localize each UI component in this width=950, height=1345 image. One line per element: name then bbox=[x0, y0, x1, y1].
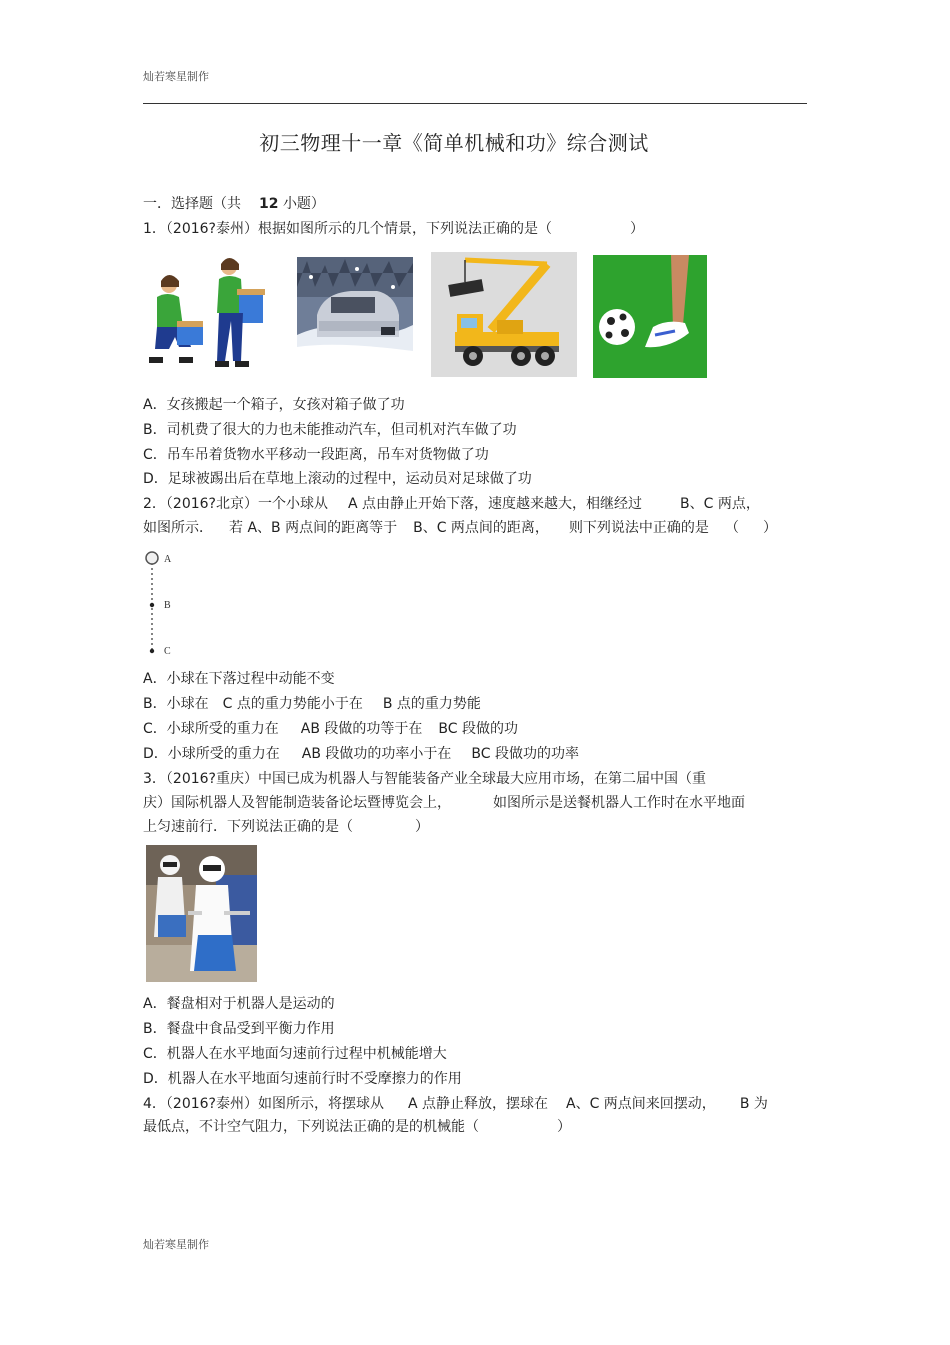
section-count: 12 bbox=[259, 196, 279, 212]
question-1-close: ） bbox=[629, 221, 644, 237]
q4-text: ） bbox=[557, 1119, 571, 1135]
question-3-line-1: 3．（2016?重庆）中国已成为机器人与智能装备产业全球最大应用市场，在第二届中国（重 bbox=[143, 771, 706, 787]
question-1-text: 1．（2016?泰州）根据如图所示的几个情景，下列说法正确的是（ bbox=[143, 221, 552, 237]
question-3-line-2 bbox=[143, 794, 745, 812]
q2-option-text: BC 段做功的功率 bbox=[471, 746, 580, 762]
q3-text: 庆）国际机器人及智能制造装备论坛暨博览会上， bbox=[143, 795, 451, 811]
question-2-option-b bbox=[143, 695, 481, 713]
point-a-label: A bbox=[164, 554, 172, 565]
falling-ball-diagram bbox=[144, 549, 184, 659]
q2-text: 则下列说法中正确的是 bbox=[568, 520, 709, 536]
question-3-option-c: C．机器人在水平地面匀速前行过程中机械能增大 bbox=[143, 1046, 447, 1062]
q3-text: 上匀速前行．下列说法正确的是（ bbox=[143, 819, 353, 835]
question-2-option-c bbox=[143, 720, 518, 738]
q2-text: 若 A、B 两点间的距离等于 bbox=[229, 520, 398, 536]
girl-lifting-box-image bbox=[143, 255, 271, 373]
question-4-line-2 bbox=[143, 1118, 571, 1136]
q2-option-text: A．小球在下落过程中动能不变 bbox=[143, 671, 335, 687]
page-title: 初三物理十一章《简单机械和功》综合测试 bbox=[259, 131, 649, 155]
serving-robot-image bbox=[146, 845, 257, 982]
question-1-option-a: A．女孩搬起一个箱子，女孩对箱子做了功 bbox=[143, 397, 405, 413]
page-footer: 灿若寒星制作 bbox=[143, 1238, 209, 1251]
q3-text: ） bbox=[415, 819, 429, 835]
question-2-option-d bbox=[143, 745, 579, 763]
q3-text: 如图所示是送餐机器人工作时在水平地面 bbox=[493, 795, 745, 811]
question-3-option-a: A．餐盘相对于机器人是运动的 bbox=[143, 996, 335, 1012]
section-heading bbox=[143, 195, 325, 213]
point-c-label: C bbox=[164, 646, 171, 657]
soccer-kick-image bbox=[593, 255, 707, 378]
q2-option-text: AB 段做的功等于在 bbox=[300, 721, 423, 737]
question-2-line-1 bbox=[143, 495, 760, 513]
q2-text: （ bbox=[724, 520, 739, 536]
q4-text: B 为 bbox=[739, 1096, 768, 1112]
q4-text: A 点静止释放，摆球在 bbox=[407, 1096, 548, 1112]
question-3-option-b: B．餐盘中食品受到平衡力作用 bbox=[143, 1021, 335, 1037]
q2-text: 2．（2016?北京）一个小球从 bbox=[143, 496, 328, 512]
crane-truck-image bbox=[431, 252, 577, 377]
q4-text: 最低点，不计空气阻力，下列说法正确的是的机械能（ bbox=[143, 1119, 479, 1135]
question-2-option-a bbox=[143, 670, 335, 688]
question-1-option-d: D．足球被踢出后在草地上滚动的过程中，运动员对足球做了功 bbox=[143, 471, 532, 487]
q2-option-text: BC 段做的功 bbox=[438, 721, 519, 737]
q2-text: B、C 两点间的距离， bbox=[413, 520, 549, 536]
q4-text: 4．（2016?泰州）如图所示，将摆球从 bbox=[143, 1096, 384, 1112]
q2-option-text: B 点的重力势能 bbox=[382, 696, 481, 712]
question-3-option-d: D．机器人在水平地面匀速前行时不受摩擦力的作用 bbox=[143, 1071, 462, 1087]
q4-text: A、C 两点间来回摆动， bbox=[566, 1096, 716, 1112]
section-suffix: 小题） bbox=[282, 196, 325, 212]
car-in-snow-image bbox=[297, 257, 413, 375]
q2-option-text: C．小球所受的重力在 bbox=[143, 721, 279, 737]
q2-text: B、C 两点， bbox=[680, 496, 760, 512]
question-3-line-3 bbox=[143, 818, 429, 836]
q2-option-text: D．小球所受的重力在 bbox=[143, 746, 280, 762]
q2-option-text: B．小球在 bbox=[143, 696, 209, 712]
q2-option-text: C 点的重力势能小于在 bbox=[222, 696, 363, 712]
q2-option-text: AB 段做功的功率小于在 bbox=[301, 746, 452, 762]
question-4-line-1 bbox=[143, 1095, 768, 1113]
q2-text: ） bbox=[762, 520, 777, 536]
question-1-option-c: C．吊车吊着货物水平移动一段距离，吊车对货物做了功 bbox=[143, 447, 489, 463]
question-1-stem bbox=[143, 220, 644, 238]
point-b-label: B bbox=[164, 600, 171, 611]
question-1-option-b: B．司机费了很大的力也未能推动汽车，但司机对汽车做了功 bbox=[143, 422, 517, 438]
page-header: 灿若寒星制作 bbox=[143, 70, 209, 83]
question-2-line-2 bbox=[143, 519, 777, 537]
q2-text: 如图所示． bbox=[143, 520, 213, 536]
section-prefix: 一．选择题（共 bbox=[143, 196, 241, 212]
header-rule bbox=[143, 103, 807, 104]
q2-text: A 点由静止开始下落，速度越来越大，相继经过 bbox=[347, 496, 642, 512]
